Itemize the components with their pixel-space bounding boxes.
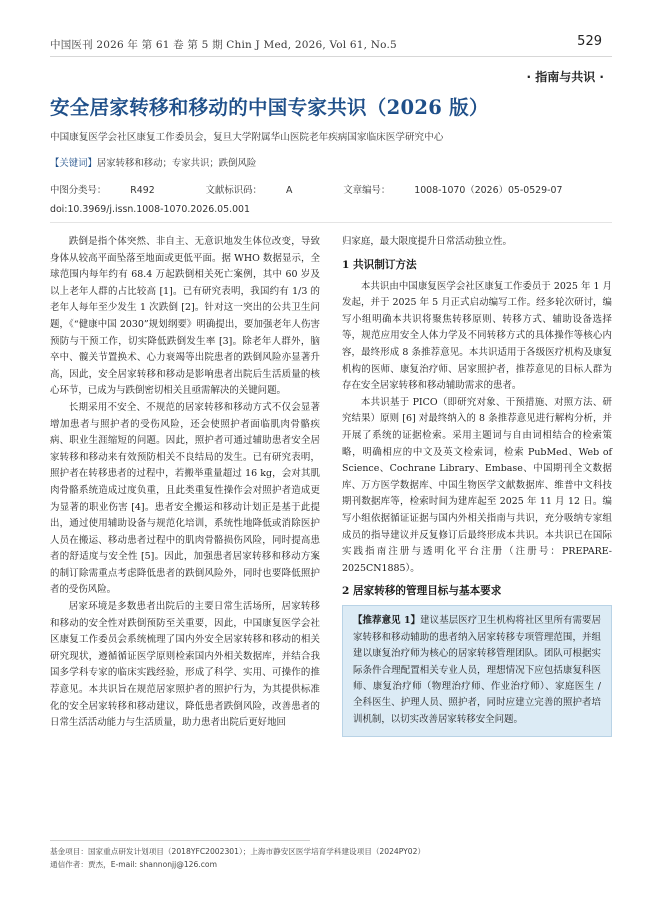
running-head: 中国医刊 2026 年 第 61 卷 第 5 期 Chin J Med, 2026, Vol 61, No.5 (50, 39, 397, 51)
recommendation-text: 建议基层医疗卫生机构将社区里所有需要居家转移和移动辅助的患者纳入居家转移专项管理范围，并组建以康复治疗师为核心的居家转移管理团队。团队可根据实际条件合理配置相关专业人员，理想情况下应包括康复科医师、康复治疗师（物理治疗师、作业治疗师）、家庭医生 / 全科医生、护理人员、照护者，同时应建立完善的照护者培训机制，以切实改善居家转移安全问题。 (353, 615, 601, 725)
body-paragraph: 本共识基于 PICO（即研究对象、干预措施、对照方法、研究结果）原则 [6] 对最终纳入的 8 条推荐意见进行解构分析，并开展了系统的证据检索。采用主题词与自由词相结合的检索策略，明确相应的中文及英文检索词，检索 PubMed、Web of Science、Cochrane Library、Embase、中国期刊全文数据库、万方医学数据库、中国生物医学文献数据库、维普中文科技期刊数据库等，检索时间为建库起至 2025 年 11 月 12 日。编写小组依据循证证据与国内外相关指南与共识，充分吸纳专家组成员的指导建议并反复修订后最终形成本共识。本共识已在国际实践指南注册与透明化平台注册（注册号：PREPARE-2025CN1885）。 (342, 396, 612, 574)
article-title: 安全居家转移和移动的中国专家共识（2026 版） (50, 96, 489, 119)
header-divider (50, 56, 612, 57)
clc-code: 中图分类号： R492 (50, 185, 155, 196)
keywords-label: 【关键词】 (50, 158, 97, 169)
body-paragraph: 归家庭，最大限度提升日常活动独立性。 (342, 236, 512, 247)
corresponding-author-footnote: 通信作者：贾杰，E-mail: shannonjj@126.com (50, 860, 217, 869)
recommendation-box (342, 605, 612, 737)
page-number: 529 (577, 34, 602, 49)
section-tag: · 指南与共识 · (526, 70, 604, 84)
author-affiliations: 中国康复医学会社区康复工作委员会，复旦大学附属华山医院老年疾病国家临床医学研究中心 (50, 132, 444, 143)
body-paragraph: 本共识由中国康复医学会社区康复工作委员于 2025 年 1 月发起，并于 2025 年 5 月正式启动编写工作。经多轮次研讨，编写小组明确本共识将聚焦转移原则、转移方式、辅助设备选择等，规范应用安全人体力学及不同转移方式的具体操作等核心内容，最终形成 8 条推荐意见。本共识适用于各级医疗机构及康复机构的医师、康复治疗师、居家照护者，推荐意见的目标人群为存在安全居家转移和移动辅助需求的患者。 (342, 280, 612, 392)
meta-divider (50, 222, 612, 223)
document-code: 文献标识码： A (205, 185, 293, 196)
classification-line (50, 182, 610, 196)
funding-footnote: 基金项目：国家重点研发计划项目（2018YFC2002301）；上海市静安区医学培育学科建设项目（2024PY02） (50, 847, 426, 856)
section-heading-goals: 2 居家转移的管理目标与基本要求 (342, 585, 502, 598)
right-column (342, 234, 612, 737)
footnote-divider (50, 840, 310, 841)
doi-link[interactable]: doi:10.3969/j.issn.1008-1070.2026.05.001 (50, 204, 250, 215)
section-heading-methods: 1 共识制订方法 (342, 258, 417, 271)
left-column (50, 234, 320, 732)
recommendation-title: 【推荐意见 1】 (353, 615, 421, 627)
body-paragraph: 长期采用不安全、不规范的居家转移和移动方式不仅会显著增加患者与照护者的受伤风险，还会使照护者面临肌肉骨骼疾病、职业生涯缩短的问题。因此，照护者可通过辅助患者安全居家转移和移动来有效预防相关不良结局的发生。已有研究表明，照护者在转移患者的过程中，若搬举重量超过 16 kg，会对其肌肉骨骼系统造成过度负重，且此类重复性操作会对照护者造成更为显著的职业伤害 [4]。患者安全搬运和移动计划正是基于此提出，通过使用辅助设备与规范化培训，系统性地降低或消除医护人员在搬运、移动患者过程中的肌肉骨骼损伤风险，同时提高患者的舒适度与安全性 [5]。因此，加强患者居家转移和移动方案的制订除需重点考虑降低患者的跌倒风险外，同时也要降低照护者的受伤风险。 (50, 401, 320, 596)
keywords-text: 居家转移和移动；专家共识；跌倒风险 (96, 158, 257, 169)
body-paragraph: 居家环境是多数患者出院后的主要日常生活场所，居家转移和移动的安全性对跌倒预防至关重要，因此，中国康复医学会社区康复工作委员会系统梳理了国内外安全居家转移和移动的相关研究现状，遵循循证医学原则检索国内外相关数据库，并结合我国多学科专家的临床实践经验，形成了科学、实用、可操作的推荐意见。本共识旨在规范居家照护者的照护行为，为其提供标准化的安全居家转移和移动建议，降低患者跌倒风险，改善患者的日常生活活动能力与生活质量，助力患者出院后更好地回 (50, 601, 320, 729)
article-number: 文章编号： 1008-1070（2026）05-0529-07 (343, 185, 563, 196)
keywords-line (50, 155, 256, 169)
body-paragraph: 跌倒是指个体突然、非自主、无意识地发生体位改变，导致身体从较高平面坠落至地面或更低平面。据 WHO 数据显示，全球范围内每年约有 68.4 万起跌倒相关死亡案例，其中 60 岁及以上老年人群的占比较高 [1]。已有研究表明，我国约有 1/3 的老年人每年至少发生 1 次跌倒 [2]。针对这一突出的公共卫生问题，《“健康中国 2030”规划纲要》明确提出，要加强老年人伤害预防与干预工作，切实降低跌倒发生率 [3]。除老年人群外，脑卒中、髋关节置换术、心力衰竭等出院患者的跌倒风险亦显著升高，因此，安全居家转移和移动是影响患者出院后生活质量的核心环节，已成为与跌倒密切相关且亟需解决的关键问题。 (50, 236, 320, 397)
